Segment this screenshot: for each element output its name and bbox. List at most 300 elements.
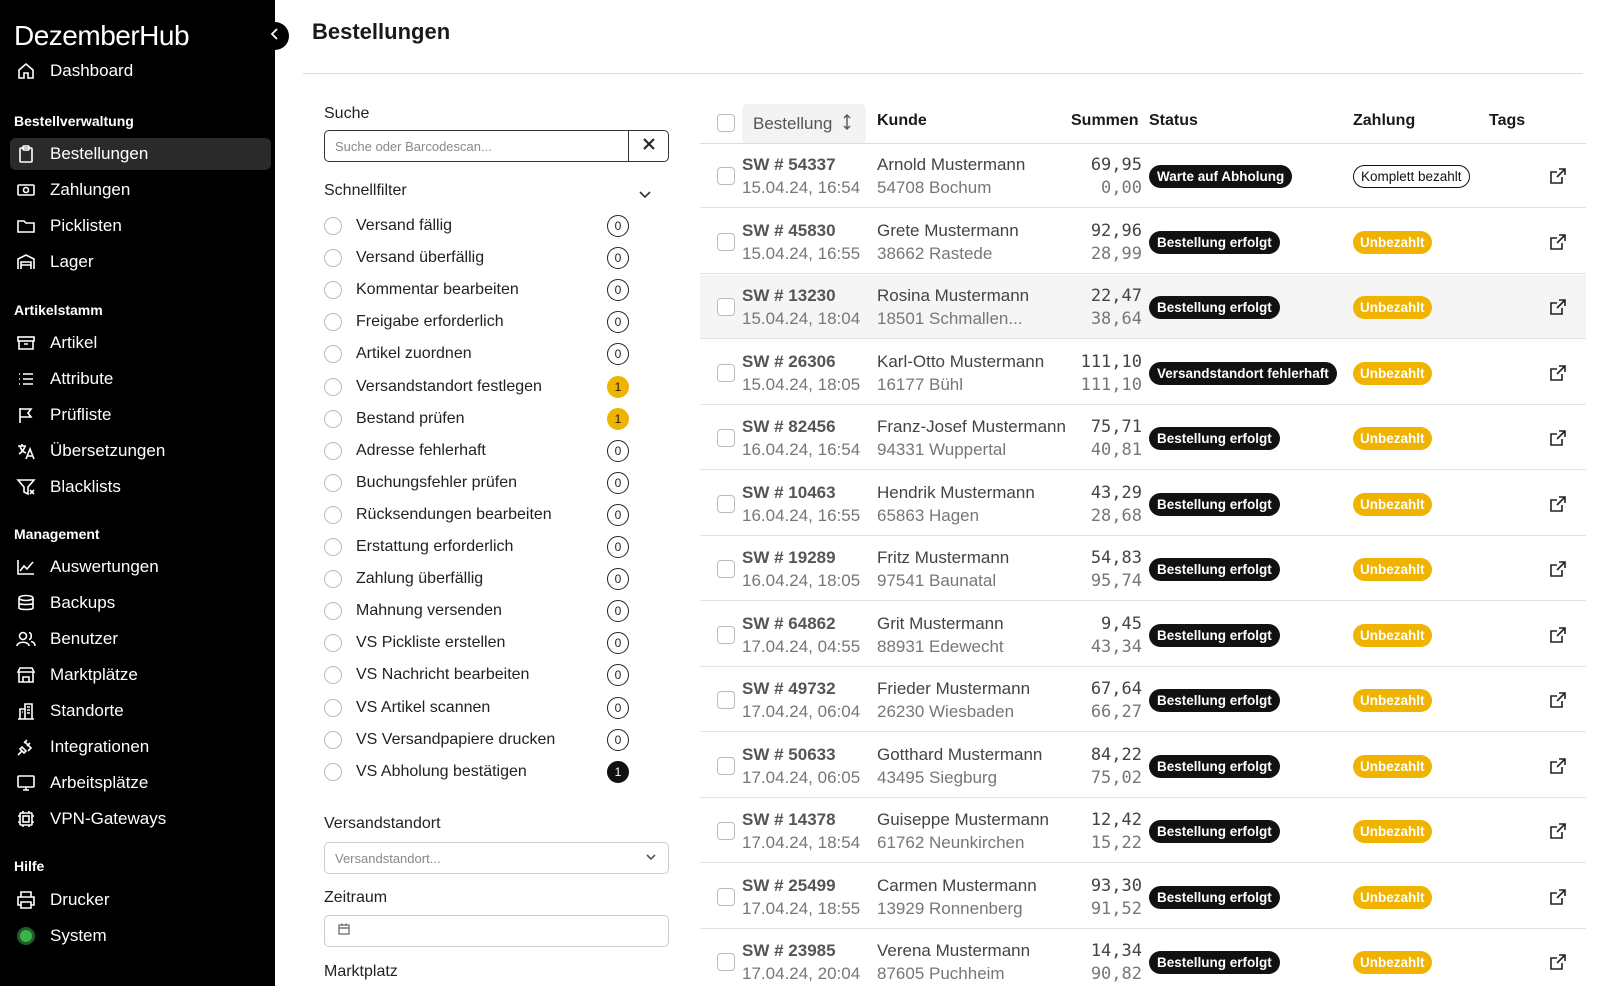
quickfilter-item[interactable] (324, 439, 629, 463)
sort-icon (832, 113, 854, 136)
order-open-amount: 15,22 (1090, 833, 1142, 853)
order-open-amount: 43,34 (1090, 636, 1142, 657)
quickfilter-radio[interactable] (324, 602, 342, 620)
table-row[interactable] (700, 144, 1586, 208)
order-total: 43,29 (1090, 482, 1142, 503)
external-link-icon[interactable] (1548, 559, 1568, 579)
order-open-amount: 111,10 (1080, 374, 1142, 395)
order-number[interactable]: SW # 82456 (742, 417, 836, 436)
customer-name: Rosina Mustermann (877, 286, 1030, 305)
sidebar-item-backups[interactable] (10, 587, 271, 619)
quickfilter-label: VS Pickliste erstellen (356, 634, 506, 652)
payment-badge: Unbezahlt (1353, 296, 1432, 319)
sidebar-item-attribute[interactable] (10, 363, 271, 395)
section-heading-management: Management (14, 526, 100, 542)
quickfilter-item[interactable] (324, 631, 629, 655)
row-checkbox[interactable] (717, 888, 735, 906)
section-heading-articles: Artikelstamm (14, 302, 103, 318)
status-badge: Bestellung erfolgt (1149, 493, 1280, 516)
order-total: 9,45 (1101, 613, 1142, 634)
quickfilter-count-badge: 0 (607, 664, 629, 686)
sidebar-item-pruefliste[interactable] (10, 399, 271, 431)
sidebar-item-lager[interactable] (10, 246, 271, 278)
external-link-icon[interactable] (1548, 821, 1568, 841)
column-header-payment[interactable]: Zahlung (1353, 112, 1416, 129)
external-link-icon[interactable] (1548, 297, 1568, 317)
customer-city: 54708 Bochum (877, 178, 992, 197)
order-total: 67,64 (1090, 679, 1142, 699)
quickfilter-item[interactable] (324, 728, 629, 752)
sidebar-item-label: Arbeitsplätze (50, 773, 149, 792)
payment-badge: Unbezahlt (1353, 427, 1432, 450)
select-all-checkbox[interactable] (717, 114, 735, 132)
quickfilter-item[interactable] (324, 471, 629, 495)
order-date: 15.04.24, 18:04 (742, 309, 861, 328)
sidebar-item-label: Lager (50, 252, 94, 271)
quickfilter-radio[interactable] (324, 474, 342, 492)
order-total: 69,95 (1090, 155, 1142, 175)
quickfilter-count-badge: 0 (607, 568, 629, 590)
payment-badge: Unbezahlt (1353, 231, 1432, 254)
marketplace-label: Marktplatz (324, 963, 398, 980)
order-date: 17.04.24, 04:55 (742, 636, 861, 656)
sidebar-item-uebersetzungen[interactable] (10, 435, 271, 467)
table-row[interactable] (700, 210, 1586, 274)
quickfilter-label: Bestand prüfen (356, 409, 465, 427)
order-open-amount: 28,68 (1090, 505, 1142, 526)
order-total: 14,34 (1090, 941, 1142, 961)
sidebar-item-drucker[interactable] (10, 884, 271, 916)
quickfilter-radio[interactable] (324, 570, 342, 588)
quickfilter-label: VS Versandpapiere drucken (356, 730, 556, 748)
order-number[interactable]: SW # 14378 (742, 810, 836, 829)
table-row[interactable] (700, 406, 1586, 470)
external-link-icon[interactable] (1548, 690, 1568, 710)
quickfilter-item[interactable] (324, 760, 629, 784)
order-date: 15.04.24, 16:54 (742, 178, 861, 197)
order-total: 12,42 (1090, 810, 1142, 830)
order-open-amount: 91,52 (1090, 898, 1142, 919)
customer-city: 38662 Rastede (877, 243, 993, 263)
quickfilter-item[interactable] (324, 342, 629, 366)
sidebar-item-artikel[interactable] (10, 327, 271, 359)
customer-name: Guiseppe Mustermann (877, 810, 1049, 829)
quickfilter-radio[interactable] (324, 442, 342, 460)
table-row[interactable] (700, 865, 1586, 929)
translate-icon (16, 441, 36, 461)
quickfilter-radio[interactable] (324, 345, 342, 363)
payment-badge: Unbezahlt (1353, 755, 1432, 778)
status-badge: Bestellung erfolgt (1149, 427, 1280, 450)
order-number[interactable]: SW # 64862 (742, 613, 836, 633)
order-number[interactable]: SW # 49732 (742, 679, 836, 698)
quickfilter-count-badge: 0 (607, 472, 629, 494)
chevron-down-icon (644, 850, 658, 867)
filter-x-icon (16, 477, 36, 497)
customer-city: 87605 Puchheim (877, 964, 1005, 983)
order-date: 17.04.24, 06:04 (742, 702, 861, 721)
customer-name: Hendrik Mustermann (877, 482, 1035, 502)
order-date: 17.04.24, 18:55 (742, 898, 861, 918)
order-open-amount: 66,27 (1090, 702, 1142, 722)
external-link-icon[interactable] (1548, 887, 1568, 907)
order-number[interactable]: SW # 45830 (742, 220, 836, 240)
sidebar-item-label: VPN-Gateways (50, 809, 167, 828)
table-row[interactable] (700, 275, 1586, 339)
quickfilter-count-badge: 0 (607, 440, 629, 462)
order-date: 17.04.24, 20:04 (742, 964, 861, 983)
row-checkbox[interactable] (717, 233, 735, 251)
quickfilter-count-badge: 0 (607, 632, 629, 654)
sidebar-item-label: Artikel (50, 333, 98, 352)
calendar-icon (337, 922, 351, 941)
quickfilter-item[interactable] (324, 535, 629, 559)
customer-city: 13929 Ronnenberg (877, 898, 1023, 918)
sidebar-item-label: Integrationen (50, 737, 150, 756)
period-input[interactable] (324, 915, 669, 947)
status-online-icon (16, 926, 36, 946)
order-date: 16.04.24, 18:05 (742, 571, 861, 590)
quickfilter-label: Artikel zuordnen (356, 345, 472, 363)
row-checkbox[interactable] (717, 822, 735, 840)
quickfilter-count-badge: 0 (607, 343, 629, 365)
quickfilter-label: VS Artikel scannen (356, 698, 491, 716)
sidebar-item-label: Zahlungen (50, 180, 131, 199)
payment-badge: Unbezahlt (1353, 362, 1432, 385)
customer-name: Grete Mustermann (877, 220, 1019, 240)
search-input[interactable] (325, 131, 628, 161)
payment-badge: Komplett bezahlt (1353, 165, 1470, 188)
sidebar-item-label: Bestellungen (50, 144, 149, 163)
order-total: 93,30 (1090, 875, 1142, 896)
row-checkbox[interactable] (717, 167, 735, 185)
status-badge: Versandstandort fehlerhaft (1149, 362, 1337, 385)
sidebar-item-integrationen[interactable] (10, 731, 271, 763)
quickfilter-count-badge: 1 (607, 761, 629, 783)
clipboard-icon (16, 144, 36, 164)
quickfilter-label: Versandstandort festlegen (356, 377, 542, 395)
section-heading-help: Hilfe (14, 858, 45, 874)
warehouse-icon (16, 252, 36, 272)
sidebar-item-standorte[interactable] (10, 695, 271, 727)
external-link-icon[interactable] (1548, 952, 1568, 972)
quickfilter-radio[interactable] (324, 666, 342, 684)
external-link-icon[interactable] (1548, 166, 1568, 186)
order-number[interactable]: SW # 19289 (742, 548, 836, 567)
table-row[interactable] (700, 341, 1586, 405)
sidebar-item-label: Picklisten (50, 216, 122, 235)
quickfilter-item[interactable] (324, 214, 629, 238)
quickfilter-item[interactable] (324, 375, 629, 399)
quickfilter-radio[interactable] (324, 281, 342, 299)
payment-badge: Unbezahlt (1353, 689, 1432, 712)
sidebar-item-auswertungen[interactable] (10, 551, 271, 583)
quickfilter-radio[interactable] (324, 410, 342, 428)
column-header-order[interactable] (742, 104, 866, 144)
sidebar-item-bestellungen[interactable] (10, 138, 271, 170)
customer-city: 88931 Edewecht (877, 636, 1004, 656)
quickfilter-count-badge: 0 (607, 600, 629, 622)
sidebar-item-label: Marktplätze (50, 665, 138, 684)
payment-badge: Unbezahlt (1353, 493, 1432, 516)
status-badge: Bestellung erfolgt (1149, 951, 1280, 974)
quickfilter-count-badge: 0 (607, 697, 629, 719)
customer-name: Gotthard Mustermann (877, 744, 1043, 764)
external-link-icon[interactable] (1548, 428, 1568, 448)
quickfilter-count-badge: 1 (607, 376, 629, 398)
location-select-value: Versandstandort... (335, 850, 441, 866)
sidebar-item-arbeitsplaetze[interactable] (10, 767, 271, 799)
quickfilter-label: VS Abholung bestätigen (356, 762, 527, 780)
quickfilter-label: Versand fällig (356, 217, 453, 234)
quickfilter-radio[interactable] (324, 313, 342, 331)
chevron-down-icon[interactable] (637, 186, 653, 202)
sidebar-item-label: Drucker (50, 890, 110, 909)
table-row[interactable] (700, 537, 1586, 601)
quickfilter-count-badge: 0 (607, 215, 629, 237)
quickfilter-item[interactable] (324, 696, 629, 720)
quickfilter-radio[interactable] (324, 538, 342, 556)
status-badge: Bestellung erfolgt (1149, 558, 1280, 581)
home-icon (16, 61, 36, 81)
sidebar-item-label: System (50, 926, 107, 945)
sidebar-item-dashboard[interactable] (10, 55, 271, 87)
customer-city: 18501 Schmallen... (877, 309, 1023, 328)
sidebar-item-label: Standorte (50, 701, 124, 720)
column-header-tags[interactable]: Tags (1489, 112, 1526, 129)
column-header-customer[interactable]: Kunde (877, 112, 927, 129)
row-checkbox[interactable] (717, 364, 735, 382)
customer-name: Grit Mustermann (877, 613, 1004, 633)
quickfilter-count-badge: 0 (607, 247, 629, 269)
row-checkbox[interactable] (717, 560, 735, 578)
row-checkbox[interactable] (717, 626, 735, 644)
order-date: 17.04.24, 18:54 (742, 833, 861, 852)
quickfilter-radio[interactable] (324, 378, 342, 396)
status-badge: Bestellung erfolgt (1149, 231, 1280, 254)
quickfilter-label: Rücksendungen bearbeiten (356, 505, 552, 523)
payment-badge: Unbezahlt (1353, 886, 1432, 909)
quickfilter-label: Kommentar bearbeiten (356, 281, 519, 299)
box-icon (16, 333, 36, 353)
status-badge: Bestellung erfolgt (1149, 624, 1280, 647)
quickfilter-count-badge: 0 (607, 504, 629, 526)
quickfilter-radio[interactable] (324, 731, 342, 749)
order-total: 54,83 (1090, 548, 1142, 568)
quickfilter-count-badge: 0 (607, 536, 629, 558)
order-number[interactable]: SW # 23985 (742, 941, 836, 960)
order-date: 16.04.24, 16:54 (742, 440, 861, 459)
sidebar-item-label: Auswertungen (50, 557, 159, 576)
external-link-icon[interactable] (1548, 232, 1568, 252)
order-total: 84,22 (1090, 744, 1142, 765)
plug-icon (16, 737, 36, 757)
brand-logo: DezemberHub (14, 20, 190, 51)
sidebar-item-blacklists[interactable] (10, 471, 271, 503)
quickfilter-radio[interactable] (324, 634, 342, 652)
sidebar-item-picklisten[interactable] (10, 210, 271, 242)
sidebar-item-label: Übersetzungen (50, 441, 166, 460)
payment-badge: Unbezahlt (1353, 624, 1432, 647)
quickfilter-label: Zahlung überfällig (356, 570, 484, 588)
sidebar-item-marktplaetze[interactable] (10, 659, 271, 691)
period-label: Zeitraum (324, 889, 388, 906)
table-row[interactable] (700, 930, 1586, 986)
customer-city: 43495 Siegburg (877, 767, 998, 787)
order-total: 92,96 (1090, 220, 1142, 241)
section-heading-orders: Bestellverwaltung (14, 113, 134, 129)
quickfilter-item[interactable] (324, 663, 629, 687)
sidebar-item-label: Backups (50, 593, 116, 612)
row-checkbox[interactable] (717, 691, 735, 709)
order-number[interactable]: SW # 10463 (742, 482, 836, 502)
quickfilter-label: Buchungsfehler prüfen (356, 473, 517, 491)
status-badge: Warte auf Abholung (1149, 165, 1292, 188)
quickfilter-radio[interactable] (324, 249, 342, 267)
sidebar-item-system[interactable] (10, 920, 271, 952)
quickfilter-radio[interactable] (324, 506, 342, 524)
sidebar-item-label: Attribute (50, 369, 114, 388)
quickfilter-item[interactable] (324, 310, 629, 334)
sidebar-item-label: Prüfliste (50, 405, 112, 424)
order-date: 17.04.24, 06:05 (742, 767, 861, 787)
customer-name: Verena Mustermann (877, 941, 1031, 960)
search-box (324, 130, 669, 162)
database-icon (16, 593, 36, 613)
header-divider (303, 73, 1583, 74)
external-link-icon[interactable] (1548, 756, 1568, 776)
clear-search-button[interactable] (628, 131, 668, 161)
quickfilter-label: Versand überfällig (356, 249, 485, 267)
chart-icon (16, 557, 36, 577)
order-date: 16.04.24, 16:55 (742, 505, 861, 525)
quickfilter-label: VS Nachricht bearbeiten (356, 666, 530, 684)
payment-badge: Unbezahlt (1353, 558, 1432, 581)
sidebar-item-label: Benutzer (50, 629, 119, 648)
order-open-amount: 75,02 (1090, 767, 1142, 788)
status-badge: Bestellung erfolgt (1149, 886, 1280, 909)
customer-name: Fritz Mustermann (877, 548, 1010, 567)
external-link-icon[interactable] (1548, 363, 1568, 383)
row-checkbox[interactable] (717, 495, 735, 513)
order-open-amount: 90,82 (1090, 964, 1142, 984)
table-row[interactable] (700, 472, 1586, 536)
column-header-sums[interactable]: Summen (1071, 112, 1139, 129)
sidebar-item-label: Dashboard (50, 61, 134, 80)
users-icon (16, 629, 36, 649)
chip-icon (16, 809, 36, 829)
quickfilter-label: Mahnung versenden (356, 602, 502, 620)
order-open-amount: 0,00 (1101, 178, 1142, 198)
store-icon (16, 665, 36, 685)
quickfilter-item[interactable] (324, 503, 629, 527)
order-total: 111,10 (1080, 351, 1142, 372)
customer-name: Arnold Mustermann (877, 155, 1026, 174)
building-icon (16, 701, 36, 721)
customer-name: Carmen Mustermann (877, 875, 1037, 895)
payment-badge: Unbezahlt (1353, 951, 1432, 974)
table-row[interactable] (700, 799, 1586, 863)
quickfilter-item[interactable] (324, 407, 629, 431)
sidebar-item-vpn-gateways[interactable] (10, 803, 271, 835)
quickfilter-item[interactable] (324, 599, 629, 623)
customer-city: 94331 Wuppertal (877, 440, 1007, 459)
status-badge: Bestellung erfolgt (1149, 820, 1280, 843)
customer-name: Karl-Otto Mustermann (877, 351, 1045, 371)
sidebar-item-zahlungen[interactable] (10, 174, 271, 206)
printer-icon (16, 890, 36, 910)
payment-badge: Unbezahlt (1353, 820, 1432, 843)
row-checkbox[interactable] (717, 953, 735, 971)
order-number[interactable]: SW # 26306 (742, 351, 836, 371)
sidebar-item-benutzer[interactable] (10, 623, 271, 655)
customer-name: Franz-Josef Mustermann (877, 417, 1066, 436)
quickfilter-radio[interactable] (324, 699, 342, 717)
column-header-status[interactable]: Status (1149, 112, 1198, 129)
quickfilter-label: Erstattung erforderlich (356, 538, 514, 555)
customer-city: 65863 Hagen (877, 505, 980, 525)
external-link-icon[interactable] (1548, 625, 1568, 645)
folder-icon (16, 216, 36, 236)
page-title: Bestellungen (312, 19, 451, 44)
quickfilter-count-badge: 1 (607, 408, 629, 430)
status-badge: Bestellung erfolgt (1149, 755, 1280, 778)
row-checkbox[interactable] (717, 757, 735, 775)
order-total: 22,47 (1090, 286, 1142, 306)
quickfilter-label: Adresse fehlerhaft (356, 441, 486, 459)
row-checkbox[interactable] (717, 429, 735, 447)
order-open-amount: 28,99 (1090, 243, 1142, 264)
quickfilter-count-badge: 0 (607, 279, 629, 301)
order-date: 15.04.24, 16:55 (742, 243, 861, 263)
quickfilter-label: Freigabe erforderlich (356, 313, 504, 331)
monitor-icon (16, 773, 36, 793)
quickfilter-item[interactable] (324, 246, 629, 270)
order-number[interactable]: SW # 13230 (742, 286, 836, 305)
order-number[interactable]: SW # 54337 (742, 155, 836, 174)
order-number[interactable]: SW # 50633 (742, 744, 836, 764)
order-number[interactable]: SW # 25499 (742, 875, 836, 895)
quickfilter-count-badge: 0 (607, 311, 629, 333)
close-icon (642, 137, 656, 156)
order-date: 15.04.24, 18:05 (742, 374, 861, 394)
table-row[interactable] (700, 603, 1586, 667)
sidebar (0, 0, 275, 986)
quickfilter-item[interactable] (324, 567, 629, 591)
customer-city: 97541 Baunatal (877, 571, 997, 590)
list-icon (16, 369, 36, 389)
customer-city: 61762 Neunkirchen (877, 833, 1025, 852)
status-badge: Bestellung erfolgt (1149, 296, 1280, 319)
collapse-sidebar-button[interactable] (261, 22, 289, 50)
search-label: Suche (324, 105, 370, 122)
customer-city: 16177 Bühl (877, 374, 964, 394)
location-label: Versandstandort (324, 815, 441, 832)
quickfilter-radio[interactable] (324, 763, 342, 781)
quickfilter-radio[interactable] (324, 217, 342, 235)
quickfilter-toggle[interactable]: Schnellfilter (324, 182, 407, 199)
table-row[interactable] (700, 734, 1586, 798)
order-open-amount: 95,74 (1090, 571, 1142, 591)
row-checkbox[interactable] (717, 298, 735, 316)
table-row[interactable] (700, 668, 1586, 732)
customer-city: 26230 Wiesbaden (877, 702, 1015, 721)
external-link-icon[interactable] (1548, 494, 1568, 514)
quickfilter-count-badge: 0 (607, 729, 629, 751)
quickfilter-item[interactable] (324, 278, 629, 302)
column-header-order-label: Bestellung (753, 114, 833, 133)
location-select[interactable] (324, 842, 669, 874)
